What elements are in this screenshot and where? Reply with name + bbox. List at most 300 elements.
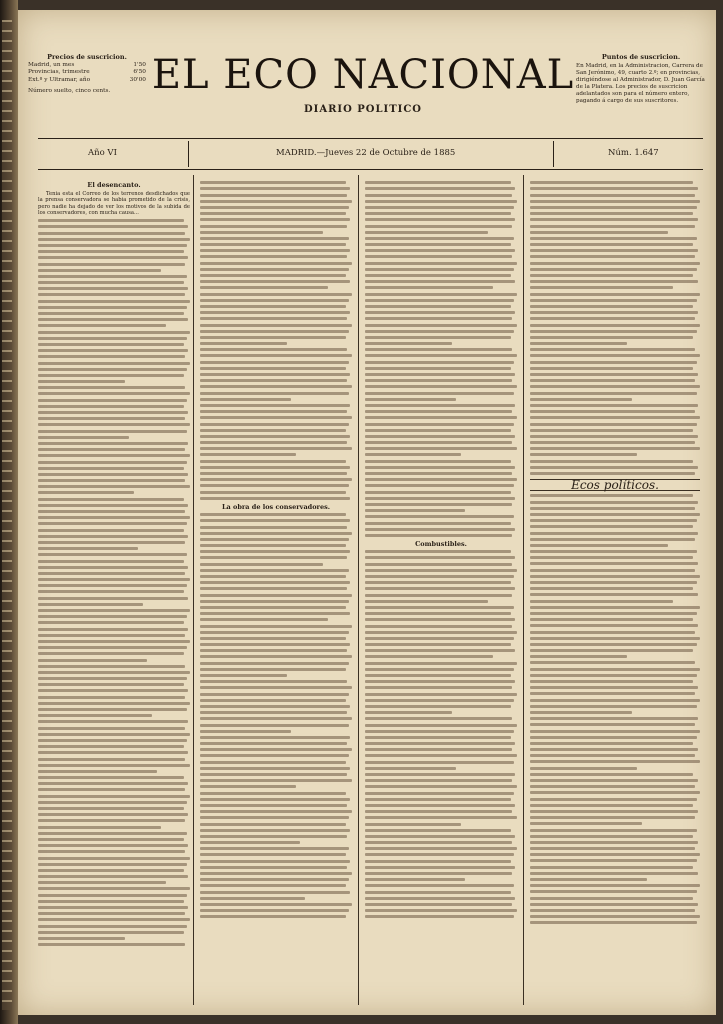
text-line [38,826,161,829]
text-line [38,720,188,723]
text-line [530,612,697,615]
text-line [530,354,700,357]
text-line [365,878,465,881]
newspaper-subtitle: DIARIO POLITICO [303,104,423,115]
text-line [38,906,188,909]
text-line [38,646,187,649]
text-line [530,878,647,881]
text-line [38,912,185,915]
text-line [38,250,184,253]
text-line [38,510,185,513]
text-line [200,367,346,370]
text-line [530,915,700,918]
text-line [365,649,515,652]
column-3 [365,178,517,922]
text-line [530,404,698,407]
text-line [530,798,697,801]
text-line [530,507,695,510]
text-line [365,509,465,512]
text-line [530,785,695,788]
text-line [530,453,637,456]
text-line [200,754,349,757]
text-line [38,597,188,600]
text-line [38,362,190,365]
text-line [38,324,166,327]
text-line [530,668,700,671]
text-line [365,724,517,727]
text-line [200,532,352,535]
text-line [365,367,511,370]
text-line [200,513,346,516]
text-line [530,816,695,819]
text-line [365,643,511,646]
text-line [365,534,512,537]
text-line [365,767,456,770]
text-line [200,324,352,327]
text-line [530,494,693,497]
text-line [38,287,188,290]
text-line [200,274,346,277]
text-line [365,324,517,327]
text-line [530,231,668,234]
text-line [200,853,346,856]
article-body [38,219,190,946]
text-line [530,569,695,572]
text-line [38,807,184,810]
text-line [200,860,350,863]
text-line [365,829,511,832]
text-line [38,696,185,699]
text-line [38,572,185,575]
text-line [365,835,515,838]
text-line [38,560,184,563]
text-line [200,761,346,764]
text-line [200,556,347,559]
text-line [365,674,511,677]
text-line [38,745,184,748]
text-line [200,680,347,683]
column-rule [523,175,524,1005]
text-line [200,872,352,875]
text-line [365,243,511,246]
text-line [38,417,185,420]
text-line [200,305,346,308]
scale-ruler [2,20,12,1010]
text-line [38,238,190,241]
text-line [200,519,350,522]
text-line [200,354,352,357]
text-line [530,699,700,702]
text-line [38,368,187,371]
text-line [38,683,184,686]
text-line [530,544,668,547]
subscription-points [576,54,706,105]
text-line [38,863,187,866]
text-line [365,841,512,844]
text-line [38,405,184,408]
text-line [365,618,515,621]
text-line [530,194,695,197]
text-line [365,575,514,578]
text-line [530,218,698,221]
text-line [530,631,695,634]
text-line [365,779,512,782]
text-line [530,416,700,419]
text-line [365,478,517,481]
text-line [200,478,352,481]
text-line [365,847,517,850]
text-line [365,398,456,401]
text-line [38,225,188,228]
price-row: Provincias, trimestre 6'50 [28,69,146,75]
text-line [200,447,352,450]
text-line [365,569,517,572]
text-line [38,881,166,884]
text-line [365,748,512,751]
text-line [530,730,700,733]
text-line [530,525,693,528]
text-line [365,915,514,918]
text-line [530,348,695,351]
text-line [38,628,188,631]
text-line [365,612,511,615]
text-line [200,674,287,677]
text-line [365,891,511,894]
text-line [200,231,323,234]
text-line [200,392,349,395]
column-2 [200,178,352,922]
text-line [200,724,349,727]
text-line [38,659,147,662]
text-line [200,785,296,788]
text-line [365,435,515,438]
text-line [530,206,697,209]
text-line [365,379,512,382]
text-line [38,442,188,445]
text-line [200,662,349,665]
text-line [530,593,698,596]
text-line [38,473,188,476]
text-line [38,411,188,414]
text-line [365,218,515,221]
text-line [200,736,350,739]
text-line [200,631,349,634]
text-line [365,330,514,333]
text-line [200,550,350,553]
text-line [38,374,184,377]
text-line [365,385,517,388]
text-line [200,668,346,671]
text-line [365,680,515,683]
text-line [530,268,697,271]
section-heading: Ecos políticos. [530,479,700,491]
text-line [38,343,184,346]
text-line [38,689,188,692]
text-line [530,187,698,190]
text-line [365,441,512,444]
article-body [365,550,517,918]
text-line [530,293,700,296]
text-line [200,823,346,826]
text-line [38,541,185,544]
article-body [200,513,352,918]
text-line [530,760,700,763]
text-line [530,674,697,677]
text-line [365,503,512,506]
text-line [38,399,187,402]
text-line [200,249,350,252]
text-line [200,699,346,702]
text-line [200,361,349,364]
article-lead: Tenia esta el Correo de los terrenos desdichados que la prensa conservadora se habia prometido de la crisis, pero nadie ha dejado de ver los motivos de la subida de los conservadores, con mucha causa... [38,191,190,216]
text-line [365,872,512,875]
text-line [365,497,515,500]
text-line [365,717,512,720]
text-line [38,516,190,519]
text-line [365,730,514,733]
text-line [530,538,695,541]
text-line [530,429,693,432]
text-line [38,479,185,482]
text-line [200,280,350,283]
text-line [200,460,346,463]
text-line [200,625,352,628]
text-line [365,792,514,795]
text-line [365,200,517,203]
text-line [38,275,187,278]
text-line [365,404,515,407]
text-line [200,423,349,426]
text-line [530,286,673,289]
divider [188,141,189,167]
text-line [530,773,693,776]
text-line [530,513,700,516]
issue-date: MADRID.—Jueves 22 de Octubre de 1885 [276,148,456,158]
text-line [200,748,352,751]
text-line [365,225,512,228]
text-line [365,342,452,345]
text-line [530,317,695,320]
text-line [38,256,188,259]
text-line [38,887,190,890]
text-line [200,348,347,351]
subscription-prices [28,54,146,96]
text-line [365,556,515,559]
text-line [200,742,347,745]
text-line [38,498,184,501]
text-line [530,575,700,578]
text-line [365,662,517,665]
text-line [38,491,134,494]
text-line [530,532,698,535]
text-line [38,547,138,550]
text-line [365,280,515,283]
text-line [200,767,350,770]
text-line [200,866,347,869]
text-line [200,243,346,246]
text-line [530,606,700,609]
text-line [200,472,347,475]
text-line [200,649,347,652]
text-line [200,317,347,320]
text-line [530,305,693,308]
text-line [530,909,695,912]
text-line [530,249,698,252]
text-line [38,615,187,618]
text-line [200,915,346,918]
text-line [530,711,632,714]
text-line [530,822,642,825]
text-line [365,392,514,395]
text-line [530,255,695,258]
text-line [38,844,188,847]
text-line [200,373,350,376]
text-line [200,878,349,881]
text-line [530,299,697,302]
text-line [38,244,187,247]
text-line [365,373,515,376]
text-line [530,336,693,339]
text-line [200,336,346,339]
text-line [365,249,515,252]
prices-heading: Precios de suscricion. [47,53,127,61]
text-line [365,909,517,912]
text-line [38,708,187,711]
text-line [530,748,698,751]
text-line [200,612,350,615]
text-line [365,447,517,450]
text-line [530,501,698,504]
text-line [38,832,187,835]
text-line [38,634,185,637]
text-line [365,798,511,801]
text-line [38,671,190,674]
text-line [365,187,515,190]
text-line [365,761,514,764]
text-line [365,237,514,240]
text-line [200,398,291,401]
text-line [365,754,517,757]
text-line [530,643,697,646]
text-line [365,262,517,265]
text-line [365,550,511,553]
text-line [200,538,349,541]
text-line [38,714,152,717]
text-line [530,447,700,450]
text-line [38,454,190,457]
text-line [200,594,352,597]
text-line [200,286,328,289]
text-line [365,594,512,597]
text-line [530,181,693,184]
text-line [38,461,187,464]
text-line [530,367,693,370]
text-line [530,200,700,203]
text-line [38,776,184,779]
text-line [200,618,328,621]
text-line [530,754,695,757]
text-line [38,269,161,272]
text-line [38,739,187,742]
text-line [530,373,698,376]
text-line [530,280,698,283]
newspaper-page [18,10,716,1015]
text-line [365,453,461,456]
text-line [38,869,184,872]
text-line [200,379,347,382]
text-line [38,603,143,606]
text-line [38,448,185,451]
text-line [200,194,347,197]
text-line [38,590,184,593]
text-line [200,779,352,782]
text-line [200,206,349,209]
text-line [200,544,346,547]
text-line [530,330,697,333]
text-line [365,429,511,432]
text-line [200,491,346,494]
text-line [530,361,697,364]
text-line [530,460,693,463]
article-heading: La obra de los conservadores. [221,502,331,511]
text-line [365,274,511,277]
text-line [200,903,352,906]
text-line [530,921,697,924]
text-line [200,212,346,215]
text-line [200,829,350,832]
text-line [530,723,695,726]
text-line [38,318,188,321]
text-line [365,742,515,745]
text-line [200,435,350,438]
text-line [200,897,305,900]
text-line [365,853,514,856]
text-line [530,342,627,345]
text-line [530,212,693,215]
text-line [200,587,347,590]
text-line [38,665,185,668]
text-line [365,816,517,819]
text-line [38,857,190,860]
text-line [530,872,698,875]
text-line [38,795,190,798]
text-line [530,890,697,893]
text-line [530,324,700,327]
text-line [200,563,323,566]
text-line [38,423,190,426]
text-line [38,788,185,791]
binding-edge [0,0,18,1024]
text-line [200,792,346,795]
text-line [200,575,346,578]
text-line [365,606,514,609]
text-line [365,194,512,197]
text-line [200,181,346,184]
text-line [365,693,517,696]
text-line [38,430,187,433]
text-line [200,416,352,419]
text-line [38,652,184,655]
text-line [38,943,185,946]
text-line [530,637,700,640]
text-line [530,705,697,708]
subscribe-text: En Madrid, en la Administracion, Carrera de San Jerónimo, 49, cuarto 2.º; en provincias, dirigiéndose al Administrador, D. Juan García de la Platera. Los precios de suscricion adelantados son para el número entero, pagando á cargo de sus suscritores. [576,63,705,104]
text-line [530,692,695,695]
text-line [200,693,349,696]
text-line [365,491,511,494]
text-line [530,423,697,426]
text-line [38,850,185,853]
